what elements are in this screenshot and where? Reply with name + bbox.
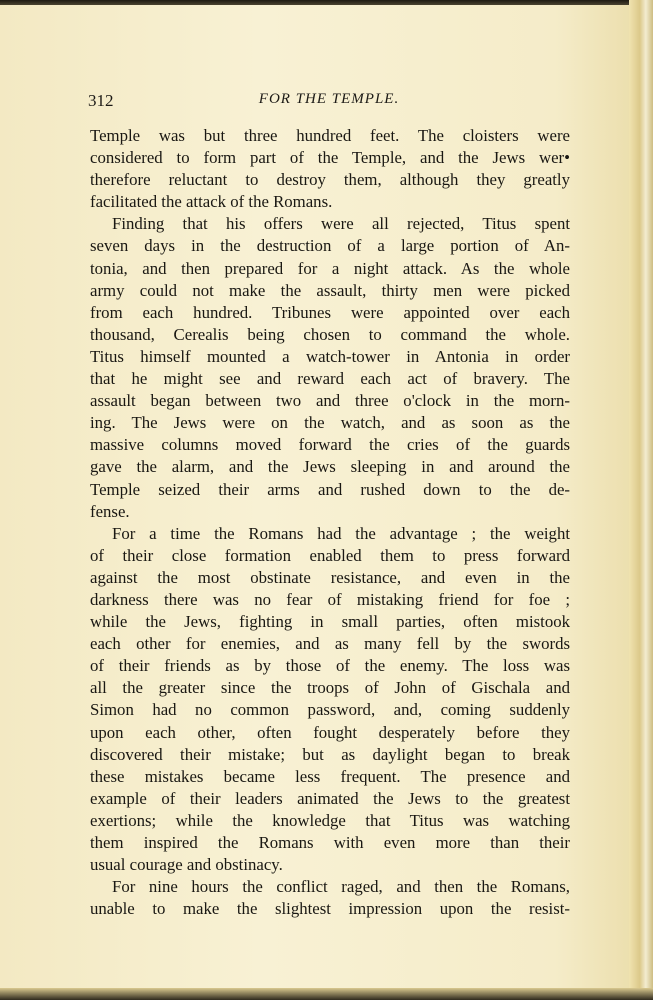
running-header	[88, 91, 570, 115]
text-line: discovered their mistake; but as daylight began to break	[90, 744, 570, 764]
text-line: these mistakes became less frequent. The presence and	[90, 766, 570, 786]
text-line: therefore reluctant to destroy them, although they greatly	[90, 170, 570, 190]
text-line: of their friends as by those of the enemy. The loss was	[90, 656, 570, 676]
text-line: facilitated the attack of the Romans.	[90, 192, 333, 212]
running-title: FOR THE TEMPLE.	[258, 91, 400, 107]
text-line: Titus himself mounted a watch-tower in Antonia in order	[90, 346, 570, 366]
text-line: army could not make the assault, thirty men were picked	[90, 280, 570, 300]
text-line: example of their leaders animated the Jews to the greatest	[90, 788, 570, 808]
text-line: Finding that his offers were all rejected, Titus spent	[112, 214, 570, 234]
text-line: For nine hours the conflict raged, and then the Romans,	[112, 877, 570, 897]
text-line: all the greater since the troops of John of Gischala and	[90, 678, 570, 698]
text-line: each other for enemies, and as many fell by the swords	[90, 634, 570, 654]
page-number: 312	[88, 91, 114, 110]
text-line: that he might see and reward each act of bravery. The	[90, 369, 570, 389]
text-line: them inspired the Romans with even more than their	[90, 833, 570, 852]
page-right-edge	[629, 0, 653, 1000]
text-line: darkness there was no fear of mistaking friend for foe ;	[90, 589, 570, 609]
text-line: of their close formation enabled them to press forward	[90, 545, 570, 565]
text-line: from each hundred. Tribunes were appointed over each	[90, 302, 570, 322]
text-line: considered to form part of the Temple, and the Jews wer•	[90, 148, 570, 168]
text-line: tonia, and then prepared for a night attack. As the whole	[90, 258, 570, 278]
text-line: unable to make the slightest impression upon the resist-	[90, 899, 570, 919]
text-line: ing. The Jews were on the watch, and as soon as the	[90, 413, 570, 433]
body-text	[90, 125, 570, 920]
text-line: Temple was but three hundred feet. The cloisters were	[90, 126, 570, 145]
text-line: while the Jews, fighting in small parties, often mistook	[90, 612, 570, 632]
text-line: For a time the Romans had the advantage ; the weight	[112, 523, 570, 543]
text-line: upon each other, often fought desperately before they	[90, 722, 570, 742]
text-line: gave the alarm, and the Jews sleeping in and around the	[90, 457, 570, 477]
text-line: thousand, Cerealis being chosen to command the whole.	[90, 324, 570, 344]
text-line: Temple seized their arms and rushed down to the de-	[90, 479, 570, 499]
text-line: against the most obstinate resistance, and even in the	[90, 567, 570, 587]
text-line: fense.	[90, 501, 130, 521]
text-line: Simon had no common password, and, coming suddenly	[90, 700, 570, 720]
text-line: usual courage and obstinacy.	[90, 855, 283, 875]
text-line: exertions; while the knowledge that Titus was watching	[90, 810, 570, 830]
page-bottom-edge	[0, 988, 653, 1000]
text-line: seven days in the destruction of a large portion of An-	[90, 236, 570, 256]
text-line: assault began between two and three o'clock in the morn-	[90, 391, 570, 411]
text-line: massive columns moved forward the cries of the guards	[90, 435, 570, 455]
page-top-edge	[0, 0, 653, 5]
